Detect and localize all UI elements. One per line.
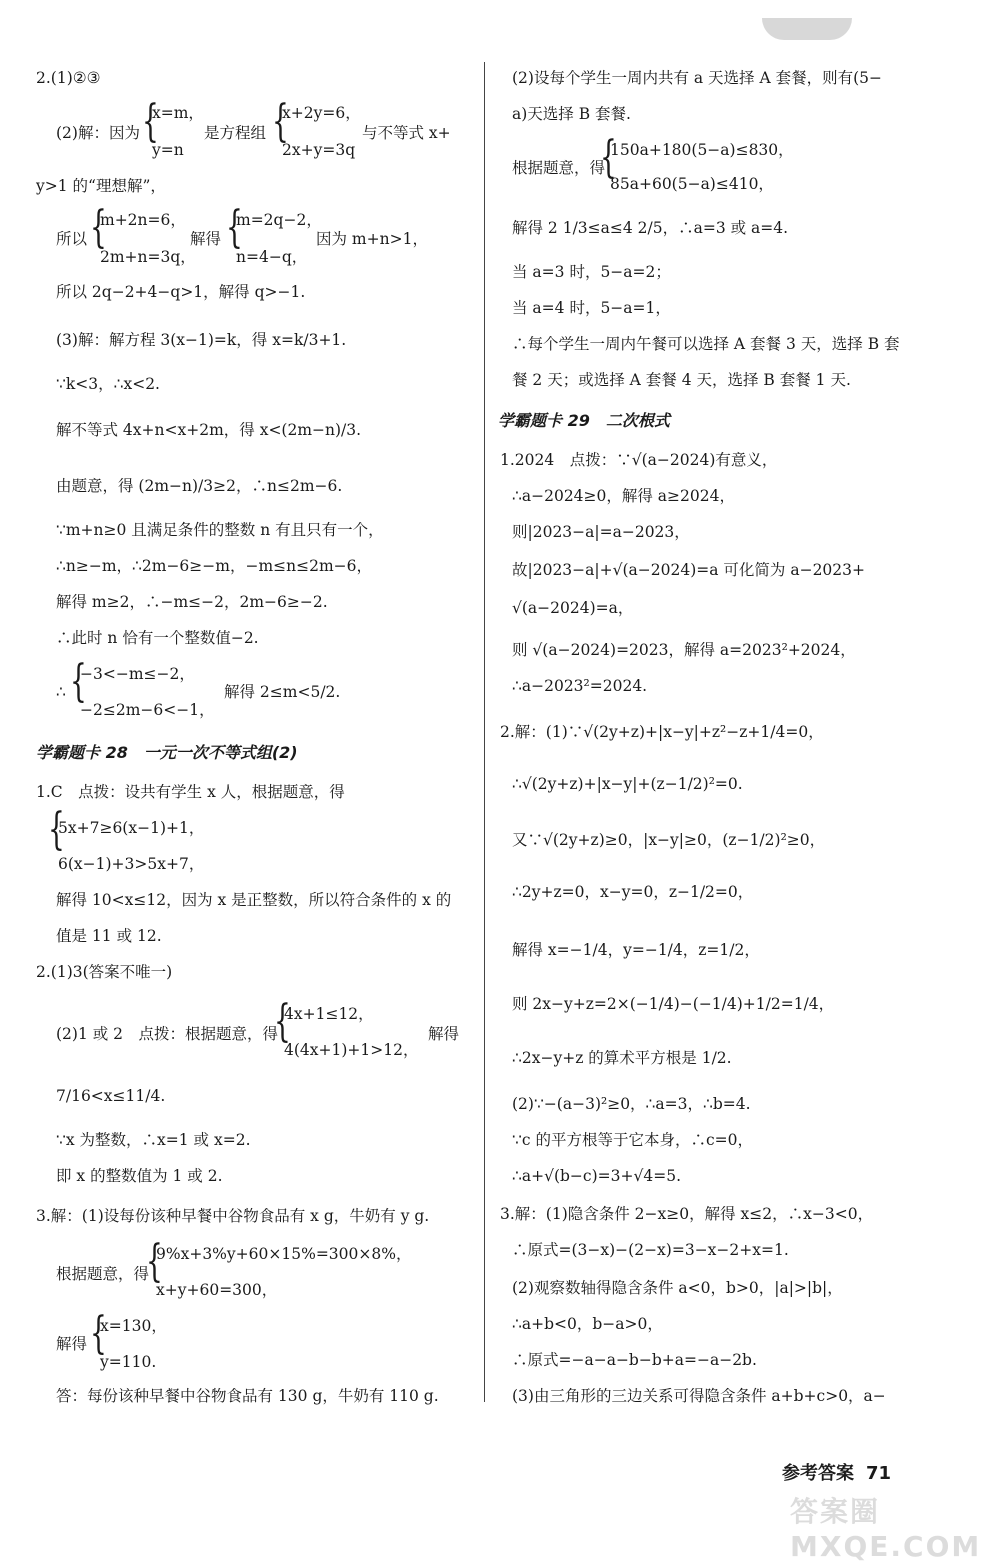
text-line: 即 x 的整数值为 1 或 2.: [56, 1167, 223, 1185]
left-brace: {: [274, 996, 291, 1047]
system-row: 4(4x+1)+1>12，: [284, 1041, 419, 1059]
text-line: (3)解：解方程 3(x−1)=k，得 x=k/3+1.: [56, 331, 347, 349]
left-brace: {: [48, 804, 65, 855]
text-line: 2.解：(1)∵√(2y+z)+|x−y|+z²−z+1/4=0，: [500, 723, 824, 741]
system-row: x+2y=6，: [282, 104, 361, 122]
text-line: 1.2024 点拨：∵√(a−2024)有意义，: [500, 451, 778, 469]
text-line: 解得 2≤m<5/2.: [224, 683, 341, 701]
text-line: 故|2023−a|+√(a−2024)=a 可化简为 a−2023+: [512, 561, 865, 579]
text-line: 解得 x=−1/4，y=−1/4，z=1/2，: [512, 941, 760, 959]
system-row: 9%x+3%y+60×15%=300×8%，: [156, 1245, 412, 1263]
text-line: ∴每个学生一周内午餐可以选择 A 套餐 3 天，选择 B 套: [512, 335, 900, 353]
footer-label: 参考答案: [782, 1463, 854, 1484]
text-line: 餐 2 天；或选择 A 套餐 4 天，选择 B 套餐 1 天.: [512, 371, 851, 389]
text-line: ∴a+√(b−c)=3+√4=5.: [512, 1167, 682, 1185]
left-brace: {: [90, 202, 107, 253]
left-brace: {: [90, 1308, 107, 1359]
system-row: 85a+60(5−a)≤410，: [610, 175, 774, 193]
left-brace: {: [272, 96, 289, 147]
text-line: ∵m+n≥0 且满足条件的整数 n 有且只有一个，: [56, 521, 384, 539]
text-line: 当 a=3 时，5−a=2；: [512, 263, 671, 281]
text-line: ∴2x−y+z 的算术平方根是 1/2.: [512, 1049, 732, 1067]
system-row: 150a+180(5−a)≤830，: [610, 141, 794, 159]
text-line: 1.C 点拨：设共有学生 x 人，根据题意，得: [36, 783, 345, 801]
system-row: 6(x−1)+3>5x+7，: [58, 855, 205, 873]
system-row: y=n: [152, 141, 184, 159]
text-line: 7/16<x≤11/4.: [56, 1087, 166, 1105]
text-line: 值是 11 或 12.: [56, 927, 162, 945]
system-row: m+2n=6，: [100, 211, 186, 229]
system-row: 2x+y=3q: [282, 141, 356, 159]
text-line: (3)由三角形的三边关系可得隐含条件 a+b+c>0，a−: [512, 1387, 886, 1405]
text-line: 又∵√(2y+z)≥0，|x−y|≥0，(z−1/2)²≥0，: [512, 831, 826, 849]
text-line: 当 a=4 时，5−a=1，: [512, 299, 671, 317]
left-brace: {: [600, 132, 617, 183]
text-line: 解得: [190, 230, 222, 248]
text-line: 解得 m≥2，∴−m≤−2，2m−6≥−2.: [56, 593, 328, 611]
text-line: 与不等式 x+: [362, 124, 451, 142]
text-line: 解得 2 1/3≤a≤4 2/5，∴a=3 或 a=4.: [512, 219, 789, 237]
section-heading: 学霸题卡 29 二次根式: [498, 411, 670, 430]
left-brace: {: [146, 1236, 163, 1287]
text-line: ∴a−2023²=2024.: [512, 677, 648, 695]
text-line: 所以: [56, 230, 88, 248]
text-line: 答：每份该种早餐中谷物食品有 130 g，牛奶有 110 g.: [56, 1387, 439, 1405]
text-line: (2)观察数轴得隐含条件 a<0，b>0，|a|>|b|，: [512, 1279, 843, 1297]
text-line: 根据题意，得: [56, 1265, 150, 1283]
text-line: (2)∵−(a−3)²≥0，∴a=3，∴b=4.: [512, 1095, 751, 1113]
text-line: ∴a+b<0，b−a>0，: [512, 1315, 663, 1333]
text-line: 2.(1)②③: [36, 69, 101, 87]
page-footer: [782, 1459, 891, 1485]
text-line: ∴√(2y+z)+|x−y|+(z−1/2)²=0.: [512, 775, 743, 793]
text-line: ∴n≥−m，∴2m−6≥−m，−m≤n≤2m−6，: [56, 557, 373, 575]
text-line: y>1 的“理想解”，: [36, 177, 166, 195]
text-line: ∴: [56, 683, 66, 701]
text-line: ∵x 为整数，∴x=1 或 x=2.: [56, 1131, 251, 1149]
column-divider: [484, 62, 485, 1402]
system-row: 5x+7≥6(x−1)+1，: [58, 819, 205, 837]
text-line: (2)1 或 2 点拨：根据题意，得: [56, 1025, 279, 1043]
system-row: −2≤2m−6<−1，: [80, 701, 215, 719]
text-line: 解得 10<x≤12，因为 x 是正整数，所以符合条件的 x 的: [56, 891, 452, 909]
left-brace: {: [142, 96, 159, 147]
text-line: 3.解：(1)设每份该种早餐中谷物食品有 x g，牛奶有 y g.: [36, 1207, 430, 1225]
system-row: 4x+1≤12，: [284, 1005, 374, 1023]
text-line: 所以 2q−2+4−q>1，解得 q>−1.: [56, 283, 306, 301]
text-line: ∵k<3，∴x<2.: [56, 375, 160, 393]
section-heading: 学霸题卡 28 一元一次不等式组(2): [36, 743, 298, 762]
text-line: ∴原式=(3−x)−(2−x)=3−x−2+x=1.: [512, 1241, 789, 1259]
system-row: y=110.: [100, 1353, 157, 1371]
text-line: 解得: [56, 1335, 88, 1353]
page-tab-decoration: [762, 18, 852, 40]
text-line: 则 √(a−2024)=2023，解得 a=2023²+2024，: [512, 641, 856, 659]
text-line: 解得: [428, 1025, 460, 1043]
text-line: ∴a−2024≥0，解得 a≥2024，: [512, 487, 735, 505]
page-number: 71: [866, 1463, 892, 1484]
system-row: x=130，: [100, 1317, 167, 1335]
text-line: (2)设每个学生一周内共有 a 天选择 A 套餐，则有(5−: [512, 69, 882, 87]
system-row: −3<−m≤−2，: [80, 665, 195, 683]
text-line: 2.(1)3(答案不唯一): [36, 963, 173, 981]
text-line: ∴此时 n 恰有一个整数值−2.: [56, 629, 259, 647]
text-line: (2)解：因为: [56, 124, 140, 142]
text-line: 根据题意，得: [512, 159, 606, 177]
text-line: ∵c 的平方根等于它本身，∴c=0，: [512, 1131, 754, 1149]
text-line: a)天选择 B 套餐.: [512, 105, 631, 123]
text-line: √(a−2024)=a，: [512, 599, 634, 617]
watermark: 答案圈 MXQE.COM: [790, 1495, 982, 1563]
left-brace: {: [70, 656, 87, 707]
text-line: 则 2x−y+z=2×(−1/4)−(−1/4)+1/2=1/4，: [512, 995, 835, 1013]
text-line: 则|2023−a|=a−2023，: [512, 523, 690, 541]
text-line: 3.解：(1)隐含条件 2−x≥0，解得 x≤2，∴x−3<0，: [500, 1205, 874, 1223]
text-line: ∴2y+z=0，x−y=0，z−1/2=0，: [512, 883, 754, 901]
system-row: x=m，: [152, 104, 204, 122]
text-line: 是方程组: [204, 124, 267, 142]
text-line: ∴原式=−a−a−b−b+a=−a−2b.: [512, 1351, 757, 1369]
system-row: 2m+n=3q，: [100, 248, 196, 266]
text-line: 解不等式 4x+n<x+2m，得 x<(2m−n)/3.: [56, 421, 362, 439]
system-row: m=2q−2，: [236, 211, 322, 229]
text-line: 因为 m+n>1，: [316, 230, 428, 248]
text-line: 由题意，得 (2m−n)/3≥2，∴n≤2m−6.: [56, 477, 343, 495]
system-row: x+y+60=300，: [156, 1281, 278, 1299]
system-row: n=4−q，: [236, 248, 308, 266]
left-brace: {: [226, 202, 243, 253]
